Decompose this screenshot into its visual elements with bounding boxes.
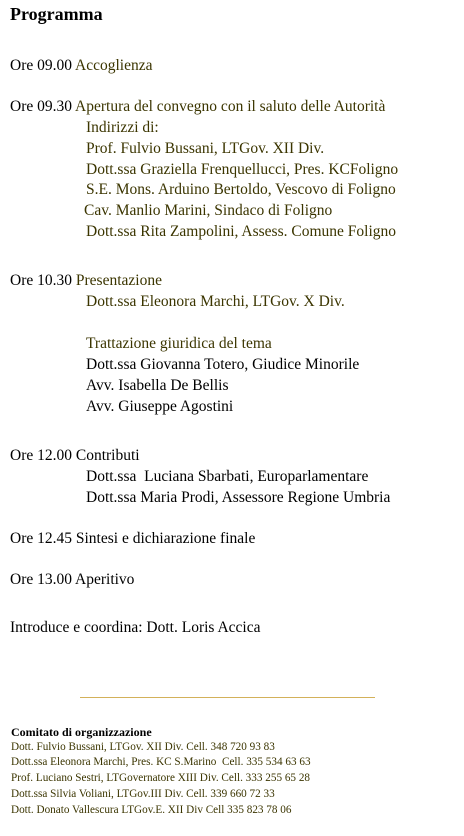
program-subline: Cav. Manlio Marini, Sindaco di Foligno [84,202,333,219]
page-title: Programma [10,4,103,24]
program-text: Apertura del convegno con il saluto delle Autorità [75,98,386,115]
program-subline: Dott.ssa Rita Zampolini, Assess. Comune Foligno [86,223,397,240]
program-item [10,571,134,589]
program-text: Sintesi e dichiarazione finale [75,530,256,547]
program-time: Ore 09.00 [10,57,72,74]
committee-title: Comitato di organizzazione [11,725,152,739]
program-time: Ore 13.00 [10,571,72,588]
program-subline: Trattazione giuridica del tema [86,335,272,352]
program-time: Ore 12.45 [10,530,72,547]
program-time: Ore 09.30 [10,98,72,115]
program-subline: Prof. Fulvio Bussani, LTGov. XII Div. [86,140,325,157]
program-subline: Dott.ssa Graziella Frenquellucci, Pres. KCFoligno [86,161,399,178]
committee-member: Dott.ssa Eleonora Marchi, Pres. KC S.Marino Cell. 335 534 63 63 [11,756,311,768]
program-item [10,530,255,548]
program-item [10,98,385,116]
program-item [10,272,162,290]
divider [80,697,375,698]
committee-member: Dott. Donato Vallescura LTGov.E. XII Div Cell 335 823 78 06 [11,804,292,816]
program-text: Accoglienza [75,57,153,74]
program-subline: Avv. Isabella De Bellis [86,377,229,394]
program-subline: Dott.ssa Giovanna Totero, Giudice Minorile [86,356,360,373]
program-subline: Dott.ssa Maria Prodi, Assessore Regione Umbria [86,489,391,506]
program-text: Presentazione [75,272,162,289]
committee-member: Prof. Luciano Sestri, LTGovernatore XIII Div. Cell. 333 255 65 28 [11,772,311,784]
committee-member: Dott.ssa Silvia Voliani, LTGov.III Div. Cell. 339 660 72 33 [11,788,275,800]
moderator-line: Introduce e coordina: Dott. Loris Accica [10,619,261,636]
program-subline: Avv. Giuseppe Agostini [86,398,234,415]
program-subline: Dott.ssa Luciana Sbarbati, Europarlamentare [86,468,369,485]
committee-member: Dott. Fulvio Bussani, LTGov. XII Div. Cell. 348 720 93 83 [11,741,275,753]
program-text: Contributi [75,447,140,464]
program-time: Ore 10.30 [10,272,72,289]
program-subline: Dott.ssa Eleonora Marchi, LTGov. X Div. [86,293,345,310]
program-item [10,447,140,465]
program-item [10,57,153,75]
program-time: Ore 12.00 [10,447,72,464]
program-subline: Indirizzi di: [86,119,159,136]
program-text: Aperitivo [75,571,135,588]
program-subline: S.E. Mons. Arduino Bertoldo, Vescovo di Foligno [86,181,396,198]
